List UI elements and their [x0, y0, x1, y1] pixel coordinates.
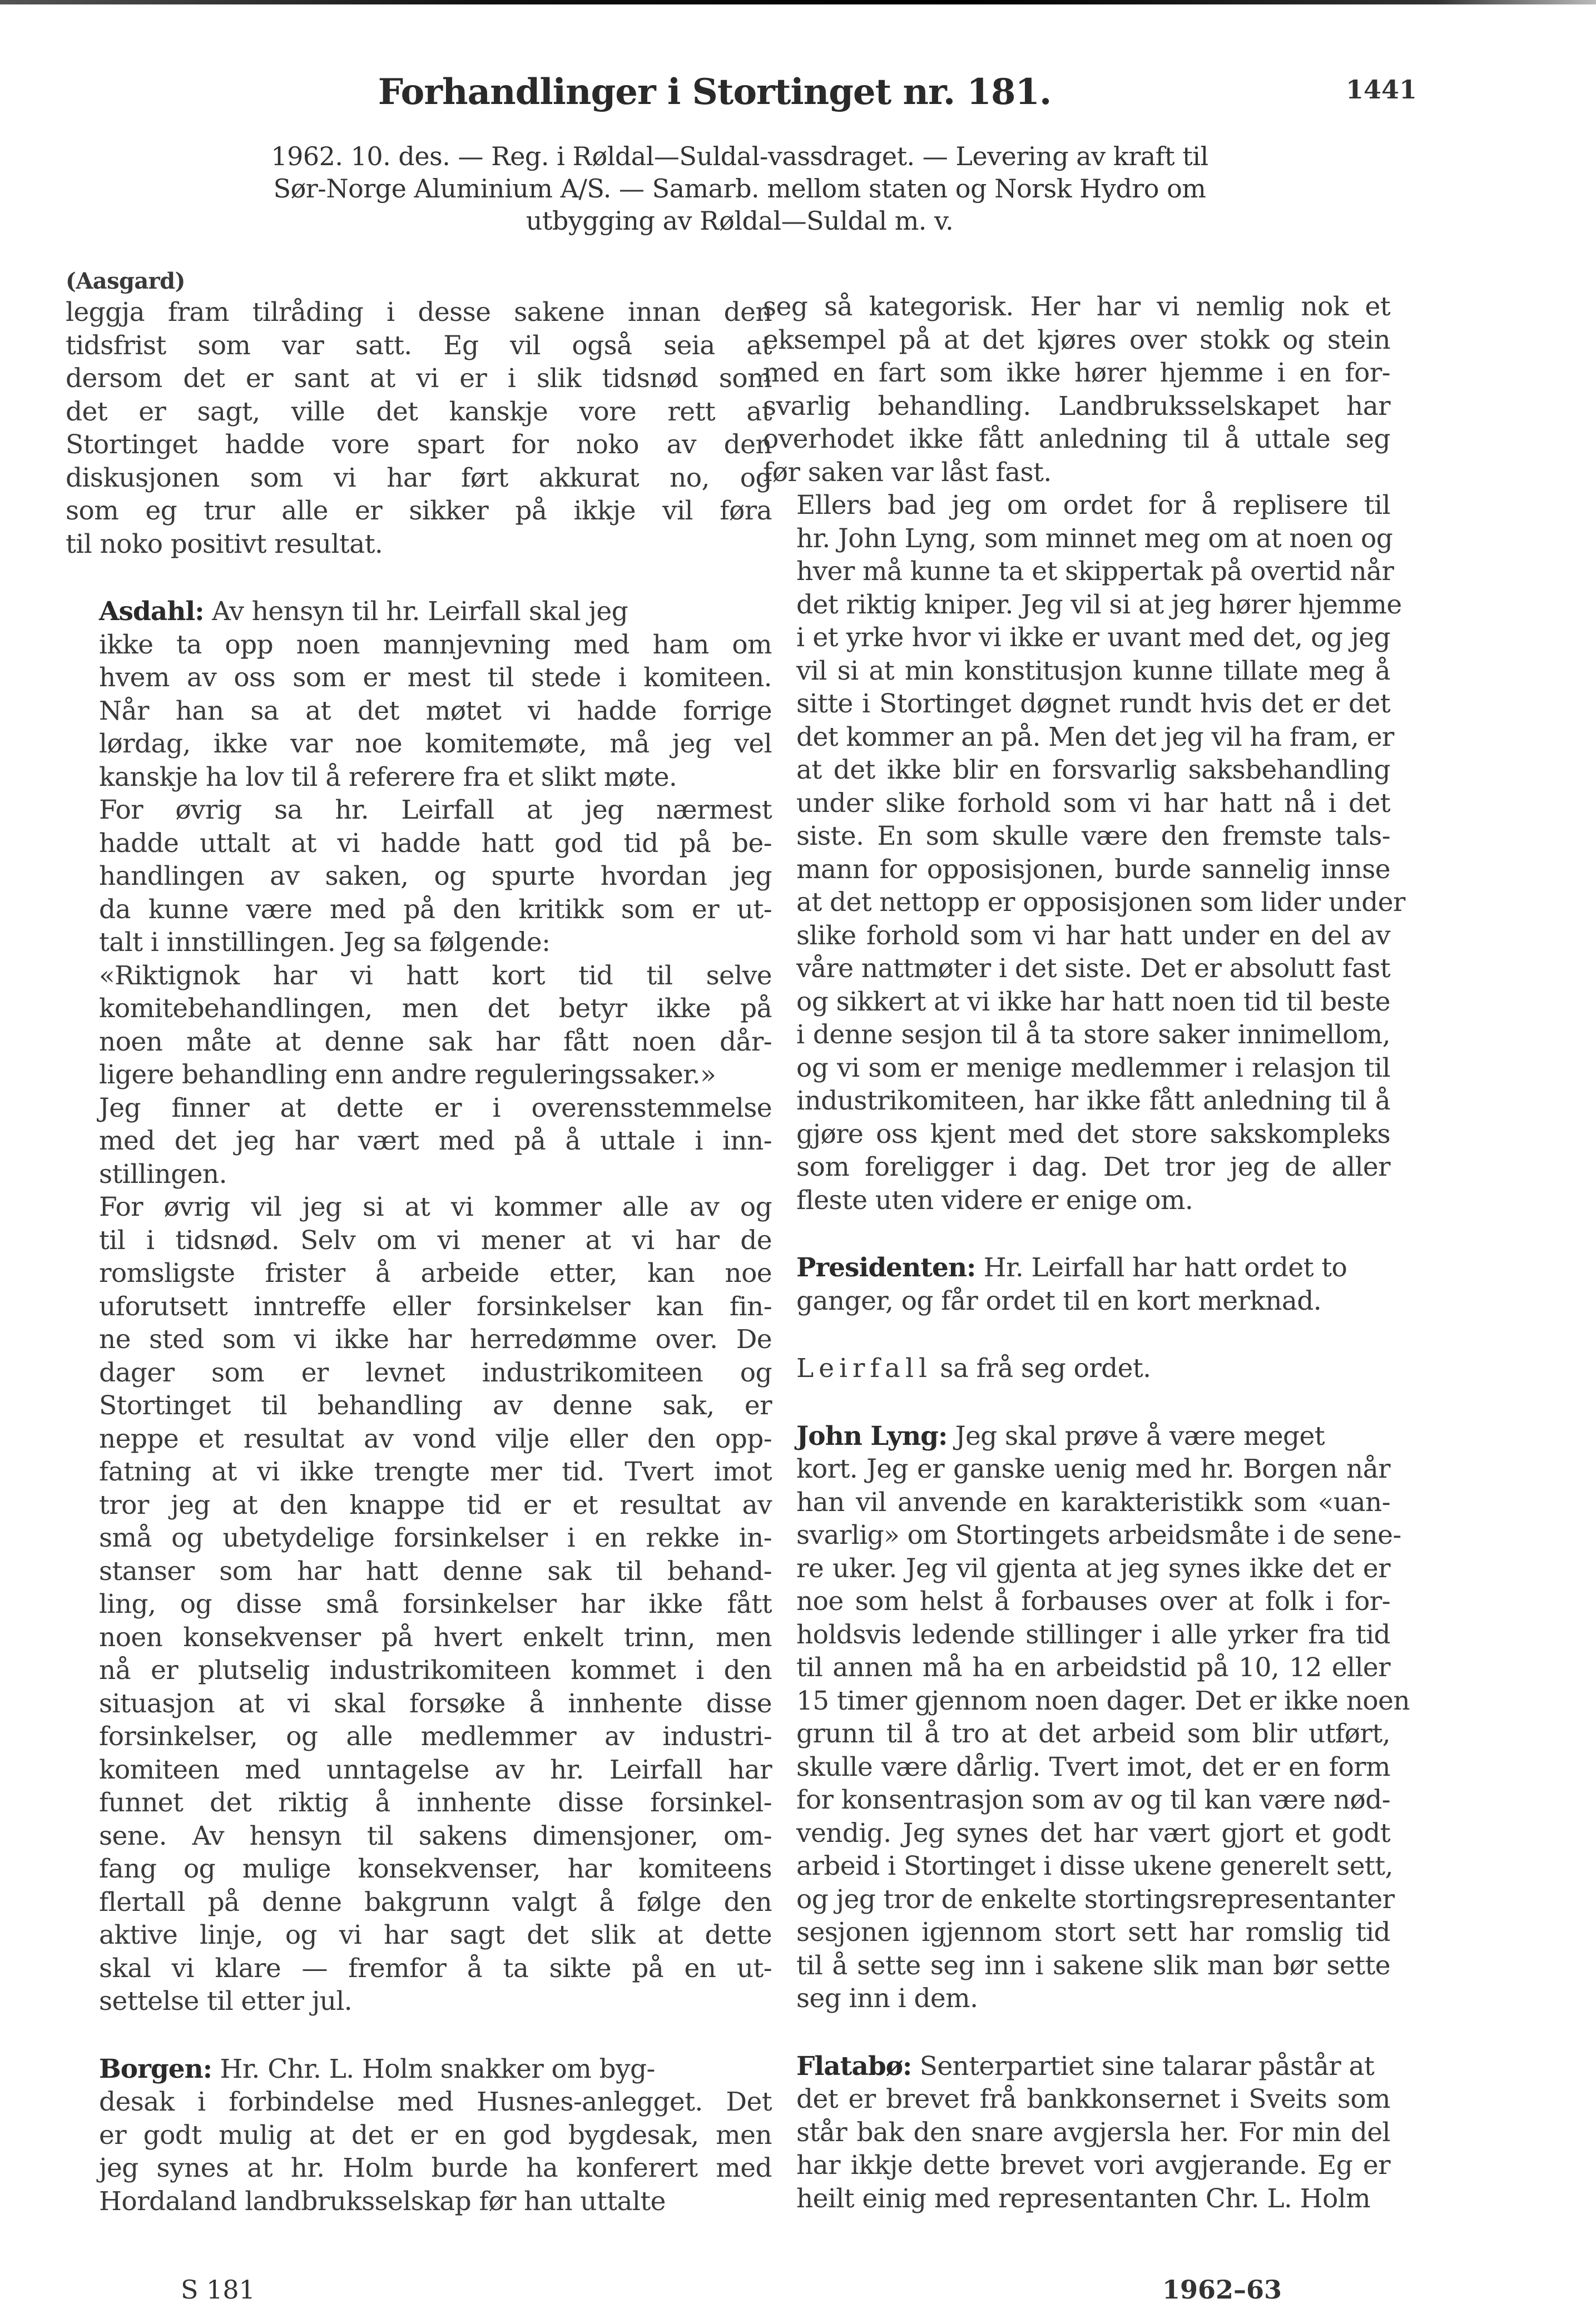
- text-line: stanser som har hatt denne sak til behand-: [99, 1556, 772, 1587]
- text-line: og jeg tror de enkelte stortingsrepresentanter: [796, 1884, 1395, 1915]
- text-line: seg inn i dem.: [796, 1983, 978, 2014]
- quote-paragraph: [66, 959, 772, 1092]
- text-line: det kommer an på. Men det jeg vil ha fram, er: [796, 721, 1394, 752]
- text-line: For øvrig sa hr. Leirfall at jeg nærmest: [99, 795, 772, 825]
- text-line: siste. En som skulle være den fremste tals-: [796, 821, 1390, 851]
- text-line: handlingen av saken, og spurte hvordan jeg: [99, 861, 772, 891]
- text-line: ligere behandling enn andre reguleringssaker.»: [99, 1059, 716, 1090]
- text-line: noen måte at denne sak har fått noen dår-: [99, 1026, 772, 1057]
- text-line: gjøre oss kjent med det store sakskompleks: [796, 1118, 1390, 1150]
- paragraph: [66, 1191, 772, 2018]
- text-line: for konsentrasjon som av og til kan være nød-: [796, 1785, 1390, 1815]
- speech-john-lyng: [763, 1420, 1410, 2015]
- text-line: Jeg finner at dette er i overensstemmelse: [99, 1092, 772, 1123]
- text-line: Senterpartiet sine talarar påstår at: [911, 2050, 1375, 2082]
- text-line: før saken var låst fast.: [763, 457, 1052, 488]
- text-line: sene. Av hensyn til sakens dimensjoner, om-: [99, 1820, 772, 1851]
- text-line: Hordaland landbruksselskap før han uttalte: [99, 2186, 666, 2217]
- text-line: fang og mulige konsekvenser, har komiteens: [99, 1854, 772, 1884]
- text-line: sitte i Stortinget døgnet rundt hvis det er det: [796, 689, 1390, 719]
- text-line: våre nattmøter i det siste. Det er absolutt fast: [796, 953, 1390, 984]
- running-title: Forhandlinger i Stortinget nr. 181.: [378, 71, 1052, 113]
- text-line: tror jeg at den knappe tid er et resultat av: [99, 1489, 772, 1520]
- paragraph: [66, 794, 772, 959]
- speaker-name: Flatabø:: [796, 2050, 912, 2082]
- session-label: 1962–63: [1162, 2275, 1282, 2305]
- text-line: med en fart som ikke hører hjemme i en for-: [763, 358, 1390, 388]
- speaker-name: Presidenten:: [796, 1252, 976, 1283]
- text-line: da kunne være med på den kritikk som er ut-: [99, 894, 772, 925]
- text-line: arbeid i Stortinget i disse ukene generelt sett,: [796, 1851, 1393, 1881]
- text-line: vendig. Jeg synes det har vært gjort et godt: [796, 1817, 1390, 1849]
- speaker-name-spaced: Leirfall: [796, 1353, 933, 1384]
- text-line: Når han sa at det møtet vi hadde forrige: [99, 695, 772, 726]
- text-line: ling, og disse små forsinkelser har ikke fått: [99, 1589, 772, 1619]
- scan-edge-line: [0, 0, 1596, 4]
- text-line: med det jeg har vært med på å uttale i inn-: [99, 1126, 772, 1156]
- text-line: til å sette seg inn i sakene slik man bør sette: [796, 1950, 1390, 1981]
- text-line: at det ikke blir en forsvarlig saksbehandling: [796, 755, 1390, 785]
- text-line: tidsfrist som var satt. Eg vil også seia at: [66, 330, 772, 361]
- text-line: og sikkert at vi ikke har hatt noen tid til beste: [796, 986, 1390, 1017]
- text-line: sesjonen igjennom stort sett har romslig tid: [796, 1917, 1390, 1948]
- paragraph-aasgard: [66, 296, 772, 561]
- text-line: dersom det er sant at vi er i slik tidsnød som: [66, 363, 772, 394]
- text-line: holdsvis ledende stillinger i alle yrker fra tid: [796, 1619, 1390, 1650]
- left-column: [66, 267, 772, 2218]
- speech-presidenten: [763, 1251, 1390, 1317]
- text-line: Hr. Leirfall har hatt ordet to: [975, 1252, 1347, 1283]
- text-line: re uker. Jeg vil gjenta at jeg synes ikke det er: [796, 1553, 1390, 1584]
- text-line: Jeg skal prøve å være meget: [947, 1420, 1325, 1452]
- text-line: under slike forhold som vi har hatt nå i det: [796, 787, 1390, 819]
- text-line: jeg synes at hr. Holm burde ha konferert med: [99, 2153, 772, 2183]
- text-line: 15 timer gjennom noen dager. Det er ikke noen: [796, 1685, 1410, 1716]
- text-line: lørdag, ikke var noe komitemøte, må jeg vel: [99, 729, 772, 759]
- text-line: har ikkje dette brevet vori avgjerande. Eg er: [796, 2150, 1390, 2181]
- text-line: hver må kunne ta et skippertak på overtid når: [796, 556, 1394, 587]
- text-line: kanskje ha lov til å referere fra et slikt møte.: [99, 761, 677, 793]
- text-line: hr. John Lyng, som minnet meg om at noen og: [796, 523, 1393, 554]
- text-line: det er brevet frå bankkonsernet i Sveits som: [796, 2084, 1390, 2114]
- text-line: leggja fram tilråding i desse sakene innan den: [66, 297, 772, 328]
- text-line: settelse til etter jul.: [99, 1986, 353, 2017]
- text-line: står bak den snare avgjersla her. For min del: [796, 2117, 1390, 2148]
- continued-speaker-label: (Aasgard): [66, 268, 185, 294]
- sheet-signature: S 181: [181, 2275, 255, 2305]
- text-line: slike forhold som vi har hatt under en del av: [796, 920, 1390, 951]
- subject-line: 1962. 10. des. — Reg. i Røldal—Suldal-vassdraget. — Levering av kraft til: [271, 141, 1208, 171]
- text-line: Hr. Chr. L. Holm snakker om byg-: [212, 2053, 655, 2084]
- text-line: ne sted som vi ikke har herredømme over. De: [99, 1324, 772, 1355]
- text-line: kort. Jeg er ganske uenig med hr. Borgen når: [796, 1454, 1390, 1484]
- text-line: svarlig behandling. Landbruksselskapet har: [763, 390, 1390, 422]
- text-line: til i tidsnød. Selv om vi mener at vi har de: [99, 1225, 772, 1256]
- text-line: For øvrig vil jeg si at vi kommer alle av og: [99, 1192, 772, 1222]
- text-line: neppe et resultat av vond vilje eller den opp-: [99, 1423, 772, 1454]
- text-line: nå er plutselig industrikomiteen kommet i den: [99, 1655, 772, 1686]
- text-line: det er sagt, ville det kanskje vore rett at: [66, 396, 772, 427]
- text-line: komitebehandlingen, men det betyr ikke på: [99, 993, 772, 1024]
- text-line: mann for opposisjonen, burde sannelig innse: [796, 854, 1390, 885]
- text-line: romsligste frister å arbeide etter, kan noe: [99, 1258, 772, 1289]
- subject-line: Sør-Norge Aluminium A/S. — Samarb. mellom staten og Norsk Hydro om: [273, 174, 1206, 204]
- text-line: det riktig kniper. Jeg vil si at jeg hører hjemme: [796, 589, 1402, 620]
- text-line: noe som helst å forbauses over at folk i for-: [796, 1586, 1390, 1617]
- speaker-name: Borgen:: [99, 2053, 212, 2084]
- text-line: til noko positivt resultat.: [66, 528, 383, 559]
- text-line: fleste uten videre er enige om.: [796, 1185, 1193, 1216]
- text-line: «Riktignok har vi hatt kort tid til selve: [99, 960, 772, 991]
- text-line: komiteen med unntagelse av hr. Leirfall har: [99, 1754, 772, 1785]
- text-line: Av hensyn til hr. Leirfall skal jeg: [204, 596, 628, 627]
- text-line: stillingen.: [99, 1158, 227, 1190]
- speech-asdahl: [66, 595, 772, 794]
- text-line: grunn til å tro at det arbeid som blir utført,: [796, 1718, 1390, 1749]
- speech-flatabo: [763, 2050, 1390, 2216]
- text-line: situasjon at vi skal forsøke å innhente disse: [99, 1688, 772, 1719]
- text-line: hadde uttalt at vi hadde hatt god tid på be-: [99, 828, 772, 859]
- subject-line: utbygging av Røldal—Suldal m. v.: [526, 206, 954, 236]
- text-line: talt i innstillingen. Jeg sa følgende:: [99, 927, 551, 958]
- text-line: små og ubetydelige forsinkelser i en rekke in-: [99, 1523, 772, 1553]
- text-line: noen konsekvenser på hvert enkelt trinn, men: [99, 1622, 772, 1653]
- text-line: i et yrke hvor vi ikke er uvant med det, og jeg: [796, 622, 1390, 653]
- speaker-name: John Lyng:: [796, 1420, 948, 1452]
- text-line: til annen må ha en arbeidstid på 10, 12 eller: [796, 1652, 1390, 1683]
- paragraph: [66, 1092, 772, 1191]
- text-line: fatning at vi ikke trengte mer tid. Tvert imot: [99, 1457, 772, 1487]
- text-line: funnet det riktig å innhente disse forsinkel-: [99, 1787, 772, 1818]
- text-line: Stortinget hadde vore spart for noko av den: [66, 429, 772, 460]
- text-line: vil si at min konstitusjon kunne tillate meg å: [796, 655, 1390, 686]
- speaker-name: Asdahl:: [99, 596, 204, 627]
- text-line: flertall på denne bakgrunn valgt å følge den: [99, 1886, 772, 1918]
- text-line: Ellers bad jeg om ordet for å replisere til: [796, 490, 1390, 521]
- text-line: heilt einig med representanten Chr. L. Holm: [796, 2183, 1371, 2214]
- text-line: skulle være dårlig. Tvert imot, det er en form: [796, 1751, 1390, 1782]
- paragraph: [763, 489, 1405, 1217]
- text-line: han vil anvende en karakteristikk som «uan-: [796, 1487, 1390, 1518]
- text-line: industrikomiteen, har ikke fått anledning til å: [796, 1086, 1390, 1116]
- text-line: at det nettopp er opposisjonen som lider under: [796, 887, 1405, 918]
- text-line: og vi som er menige medlemmer i relasjon til: [796, 1052, 1390, 1083]
- text-line: forsinkelser, og alle medlemmer av industri-: [99, 1721, 772, 1752]
- text-line: Stortinget til behandling av denne sak, er: [99, 1390, 772, 1421]
- text-line: desak i forbindelse med Husnes-anlegget. Det: [99, 2087, 772, 2117]
- speech-borgen: [66, 2053, 772, 2218]
- text-line: dager som er levnet industrikomiteen og: [99, 1357, 772, 1388]
- right-column: [763, 290, 1410, 2215]
- text-line: som eg trur alle er sikker på ikkje vil føra: [66, 496, 772, 526]
- text-line: ikke ta opp noen mannjevning med ham om: [99, 629, 772, 660]
- text-line: svarlig» om Stortingets arbeidsmåte i de sene-: [796, 1520, 1401, 1551]
- text-line: eksempel på at det kjøres over stokk og stein: [763, 324, 1390, 355]
- subject-heading: [211, 140, 1268, 237]
- text-line: ganger, og får ordet til en kort merknad.: [796, 1285, 1322, 1316]
- text-line: i denne sesjon til å ta store saker innimellom,: [796, 1019, 1390, 1050]
- text-line: hvem av oss som er mest til stede i komiteen.: [99, 662, 772, 693]
- procedural-note: Leirfall sa frå seg ordet.: [796, 1353, 1151, 1384]
- text-line: diskusjonen som vi har ført akkurat no, og: [66, 462, 772, 493]
- text-line: er godt mulig at det er en god bygdesak, men: [99, 2119, 772, 2151]
- text-line: seg så kategorisk. Her har vi nemlig nok et: [763, 291, 1390, 322]
- text-line: skal vi klare — fremfor å ta sikte på en ut-: [99, 1953, 772, 1984]
- text-line: overhodet ikke fått anledning til å uttale seg: [763, 424, 1390, 454]
- text-line: aktive linje, og vi har sagt det slik at dette: [99, 1920, 772, 1950]
- text-line: uforutsett inntreffe eller forsinkelser kan fin-: [99, 1291, 772, 1322]
- text-line: som foreligger i dag. Det tror jeg de aller: [796, 1152, 1390, 1182]
- paragraph-borgen-continued: [763, 290, 1390, 489]
- page-number: 1441: [1346, 75, 1417, 105]
